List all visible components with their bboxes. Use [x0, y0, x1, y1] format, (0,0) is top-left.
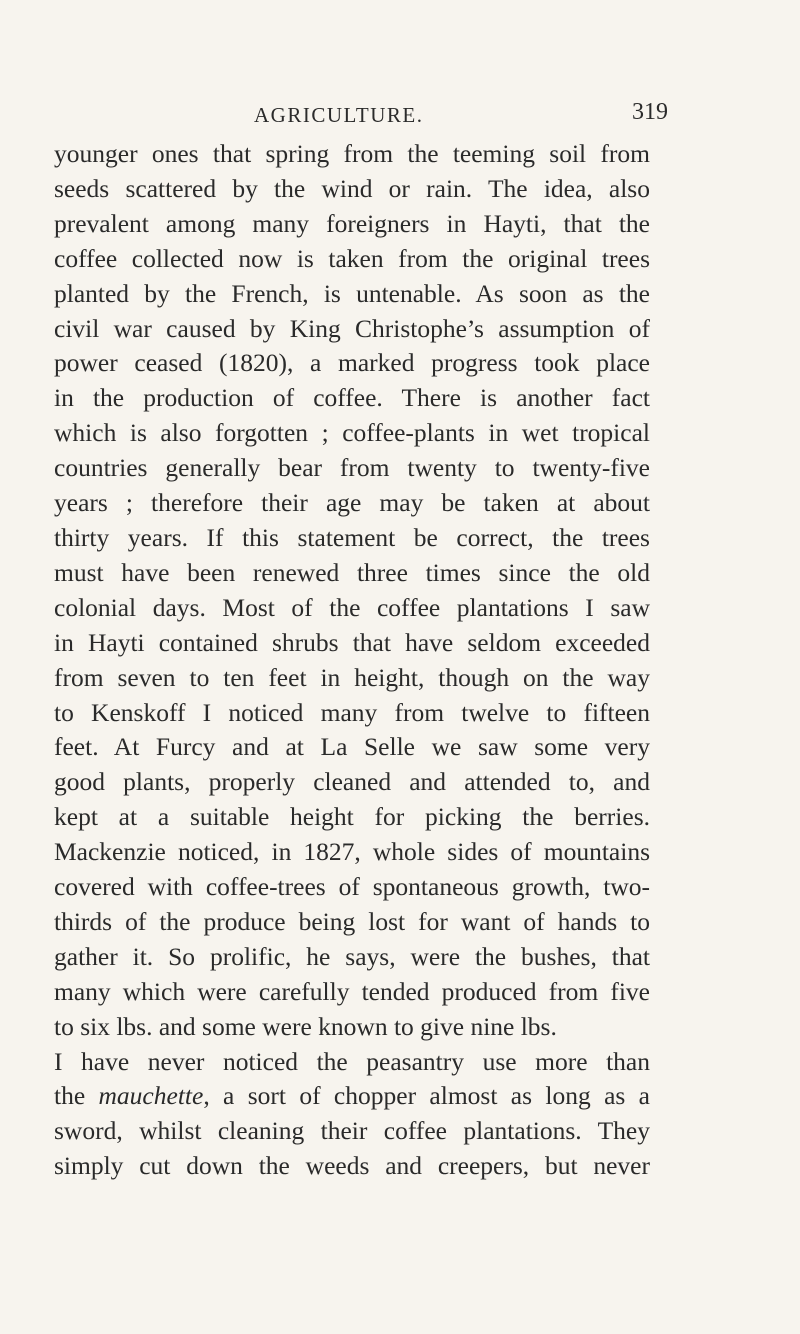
body-text [54, 137, 650, 1184]
text-line: gather it. So prolific, he says, were the bushes, that [54, 941, 650, 971]
text-line: in Hayti contained shrubs that have seldom exceeded [54, 627, 650, 657]
text-line: thirty years. If this statement be correct, the trees [54, 522, 650, 552]
text-line: years ; therefore their age may be taken at about [54, 488, 650, 518]
text-line: civil war caused by King Christophe’s assumption of [54, 313, 650, 343]
text-line: planted by the French, is untenable. As soon as the [54, 278, 650, 308]
text-line: to six lbs. and some were known to give nine lbs. [54, 1011, 557, 1041]
text-line: in the production of coffee. There is another fact [54, 383, 650, 413]
text-line: colonial days. Most of the coffee plantations I saw [54, 592, 650, 622]
text-line: simply cut down the weeds and creepers, but never [54, 1151, 650, 1181]
text-line-with-italic [54, 1079, 650, 1114]
text-line: I have never noticed the peasantry use more than [54, 1046, 650, 1076]
text-line: which is also forgotten ; coffee-plants in wet tropical [54, 418, 650, 448]
text-line: many which were carefully tended produced from five [54, 976, 650, 1006]
text-line: younger ones that spring from the teeming soil from [54, 139, 650, 168]
text-line: power ceased (1820), a marked progress took place [54, 348, 650, 378]
text-line: prevalent among many foreigners in Hayti, that the [54, 208, 650, 238]
running-head: AGRICULTURE. [254, 103, 424, 127]
text-line: feet. At Furcy and at La Selle we saw some very [54, 732, 650, 762]
text-line: thirds of the produce being lost for want of hands to [54, 906, 650, 936]
text-line: must have been renewed three times since the old [54, 557, 650, 587]
italic-term: mauchette [98, 1081, 204, 1111]
text-line: coffee collected now is taken from the original trees [54, 243, 650, 273]
text-line: sword, whilst cleaning their coffee plantations. They [54, 1116, 650, 1146]
text-line: countries generally bear from twenty to twenty-five [54, 453, 650, 483]
text-line: seeds scattered by the wind or rain. The idea, also [54, 173, 650, 203]
text-fragment: , a sort of chopper almost as long as a [203, 1081, 650, 1111]
text-line: to Kenskoff I noticed many from twelve to fifteen [54, 697, 650, 727]
text-line: covered with coffee-trees of spontaneous growth, two- [54, 872, 650, 902]
text-line: Mackenzie noticed, in 1827, whole sides of mountains [54, 837, 650, 867]
text-line: good plants, properly cleaned and attended to, and [54, 767, 650, 797]
page-number: 319 [632, 99, 668, 125]
text-line: from seven to ten feet in height, though on the way [54, 662, 650, 692]
text-line: kept at a suitable height for picking the berries. [54, 802, 650, 832]
text-fragment: the [54, 1081, 99, 1111]
